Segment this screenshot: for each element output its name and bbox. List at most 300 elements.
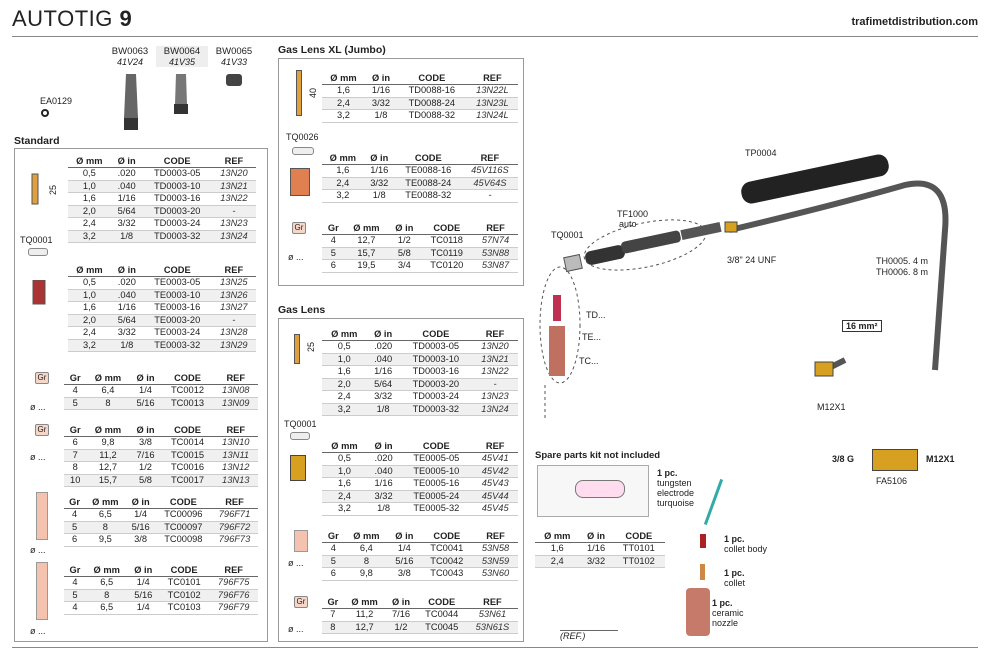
table-cell: TC00096 [156,509,211,522]
gas-lens-xl-icon [290,168,310,196]
fa5106-label: FA5106 [876,476,908,486]
table-cell: 53N88 [473,247,518,260]
oslash-label: ø ... [30,545,46,555]
table-cell: 9,5 [85,534,125,547]
table-row [322,378,518,391]
table-cell: TD0003-20 [400,378,472,391]
kit-collet-body-label: 1 pc. collet body [724,534,768,554]
table-row [535,555,665,568]
table-cell: 5/16 [129,397,161,410]
table-cell: 1,6 [322,478,367,491]
table-cell: 2,4 [322,97,365,110]
table-row [535,543,665,556]
o-ring-icon [41,109,49,117]
table-cell: 6,5 [85,509,125,522]
table-cell: TD0003-05 [143,168,212,181]
table-row [322,85,518,98]
table-row [322,97,518,110]
table-cell: 13N09 [214,397,258,410]
table-cell: 9,8 [86,437,129,450]
table-cell: 13N21 [472,353,518,366]
table-row [64,534,258,547]
table-cell: TE0088-24 [395,177,462,190]
table-cell: TD0003-05 [400,341,472,354]
table-cell: 4 [64,602,86,615]
table-row [64,589,258,602]
table-cell: 0,5 [68,277,111,290]
oslash-label: ø ... [30,452,46,462]
table-cell: TC0042 [421,555,474,568]
collet-xl-icon [296,70,302,116]
table-cell: 5/8 [129,474,161,487]
table-cell: 13N24L [467,110,518,123]
table-cell: 1/8 [365,110,397,123]
insulator-icon [28,248,48,256]
spare-kit-note: Spare parts kit not included [535,450,661,461]
table-cell: TC0118 [421,235,474,248]
table-cell: 7 [322,609,344,622]
table-cell: 53N61 [467,609,518,622]
table-cell: 3/8 [129,437,161,450]
table-cell: 2,4 [68,327,111,340]
table-row [64,509,258,522]
table-cell: 53N61S [467,621,518,634]
table-cell: 1,0 [68,180,111,193]
table-cell: 12,7 [86,462,129,475]
table-cell: 13N20 [212,168,256,181]
table-cell: 13N23 [472,391,518,404]
table-cell: TD0003-16 [143,193,212,206]
table-cell: 13N08 [214,385,258,398]
table-cell: .040 [367,465,400,478]
table-cell: - [472,378,518,391]
table-row [64,474,258,487]
table-cell: 5/16 [128,589,159,602]
table-cell: TE0003-20 [143,314,212,327]
table-row [322,190,518,203]
table-cell: 3/8 [126,534,156,547]
insulator-xl-icon [292,147,314,155]
table-cell: 12,7 [345,235,389,248]
bw-col-3: BW0065 41V33 [215,46,253,67]
table-cell: 4 [322,235,345,248]
table-cell: .040 [111,180,143,193]
table-cell: TC00097 [156,521,211,534]
table-cell: 1,0 [68,289,111,302]
std-tc4-table: Gr Ø mm Ø in CODE REF 4 6,5 1/4 TC0101 796F75 5 8 5/16 TC0102 796F76 4 6,5 1/4 TC0103 796F79 [64,564,258,615]
table-cell: 3,2 [68,230,111,243]
nozzle-long-icon [36,562,48,620]
section-gas-lens-xl: Gas Lens XL (Jumbo) [278,44,386,56]
table-row [322,478,518,491]
table-cell: 5 [64,521,85,534]
table-cell: TC0015 [162,449,214,462]
bottom-divider [12,647,978,648]
table-cell: 8 [345,555,388,568]
table-cell: 6,4 [345,543,388,556]
table-cell: TE0005-16 [400,478,472,491]
table-cell: 7 [64,449,86,462]
table-cell: - [212,205,256,218]
table-cell: 3/32 [111,327,143,340]
table-cell: 53N60 [473,568,518,581]
table-cell: 1/2 [388,235,420,248]
table-cell: TD0003-32 [400,403,472,416]
xl-tc-table: Gr Ø mm Ø in CODE REF 4 12,7 1/2 TC0118 57N74 5 15,7 5/8 TC0119 53N88 6 19,5 3/4 TC0120 53N87 [322,222,518,273]
table-cell: 13N13 [214,474,258,487]
table-row [322,568,518,581]
table-cell: 3,2 [322,110,365,123]
table-cell: 53N58 [473,543,518,556]
table-cell: 6,4 [86,385,129,398]
table-cell: 13N29 [212,339,256,352]
table-row [68,205,256,218]
bw-col-2: BW0064 41V35 [156,46,208,67]
unf-label: 3/8" 24 UNF [727,255,777,265]
table-cell: TD0003-20 [143,205,212,218]
table-row [64,462,258,475]
table-row [322,555,518,568]
table-cell: 2,0 [68,314,111,327]
dim-25: 25 [306,341,317,353]
table-row [68,230,256,243]
xl-te-table: Ø mm Ø in CODE REF 1,6 1/16 TE0088-16 45V116S 2,4 3/32 TE0088-24 45V64S 3,2 1/8 TE0088-32 - [322,152,518,203]
table-row [68,289,256,302]
th0006-label: TH0006. 8 m [876,267,929,277]
fa5106-fitting [872,449,918,471]
table-cell: 3/32 [367,391,400,404]
table-cell: 4 [64,577,86,590]
table-cell: TE0003-10 [143,289,212,302]
table-cell: 1/4 [126,509,156,522]
table-cell: TD0088-24 [397,97,467,110]
table-cell: 1,6 [322,85,365,98]
table-row [64,602,258,615]
table-cell: 1/8 [367,503,400,516]
table-cell: TD0003-24 [143,218,212,231]
table-cell: TT0102 [613,555,665,568]
table-row [322,609,518,622]
table-row [68,327,256,340]
table-cell: TC00098 [156,534,211,547]
table-cell: 1/16 [111,302,143,315]
table-cell: 0,5 [322,341,367,354]
table-cell: TE0005-05 [400,453,472,466]
table-cell: .040 [367,353,400,366]
table-cell: 5/64 [111,314,143,327]
table-cell: 2,0 [322,378,367,391]
table-cell: TC0101 [159,577,210,590]
dim-40: 40 [308,87,319,99]
table-cell: 1/8 [111,339,143,352]
table-row [68,168,256,181]
table-cell: 5 [64,397,86,410]
table-cell: TD0003-16 [400,366,472,379]
table-row [322,260,518,273]
top-divider [12,36,978,37]
site-url[interactable]: trafimetdistribution.com [851,16,978,28]
table-cell: 13N20 [472,341,518,354]
table-row [322,391,518,404]
tf1000-label: TF1000 [617,209,649,219]
xl-td-table: Ø mm Ø in CODE REF 1,6 1/16 TD0088-16 13N22L 2,4 3/32 TD0088-24 13N23L 3,2 1/8 TD0088-32 13N24L [322,72,518,123]
table-row [68,314,256,327]
insulator-gl-icon [290,432,310,440]
table-cell: 3,2 [322,403,367,416]
table-cell: 6,5 [86,602,128,615]
cable-size-label: 16 mm² [842,320,882,332]
ref-footnote: (REF.) [560,630,618,641]
table-cell: 57N74 [473,235,518,248]
table-cell: 4 [322,543,345,556]
table-row [322,543,518,556]
tq0001-torch-label: TQ0001 [551,230,584,240]
table-cell: 1/4 [388,543,420,556]
gl-te-table: Ø mm Ø in CODE REF 0,5 .020 TE0005-05 45V41 1,0 .040 TE0005-10 45V42 1,6 1/16 TE0005-16 45V43 2,4 3/32 TE0005-24 45V44 3,2 1/8 TE0005-32 45V45 [322,440,518,516]
table-cell: 1/8 [111,230,143,243]
table-cell: 8 [86,397,129,410]
table-cell: 5/16 [126,521,156,534]
table-cell: 13N23L [467,97,518,110]
table-cell: TC0016 [162,462,214,475]
te-label: TE... [582,332,602,342]
table-cell: TC0014 [162,437,214,450]
page-title: AUTOTIG 9 [12,6,133,31]
table-cell: 4 [64,509,85,522]
table-cell: 53N87 [473,260,518,273]
table-cell: 796F76 [209,589,258,602]
table-cell: 5 [322,555,345,568]
table-cell: 5 [64,589,86,602]
m12b-label: M12X1 [926,454,955,464]
table-cell: 13N21 [212,180,256,193]
table-cell: 6,5 [86,577,128,590]
nozzle-icon [36,492,48,540]
table-cell: 1,6 [535,543,580,556]
table-row [64,577,258,590]
table-cell: 45V116S [462,165,518,178]
table-row [64,397,258,410]
tp0004-label: TP0004 [745,148,777,158]
collet-icon [28,172,66,212]
table-cell: TE0005-10 [400,465,472,478]
table-cell: 1/16 [364,165,395,178]
std-tc2-table: Gr Ø mm Ø in CODE REF 6 9,8 3/8 TC0014 13N10 7 11,2 7/16 TC0015 13N11 8 12,7 1/2 TC0016 13N12 10 15,7 5/8 TC0017 13N13 [64,424,258,487]
table-cell: 45V64S [462,177,518,190]
table-row [322,366,518,379]
table-cell: .020 [111,277,143,290]
table-cell: 1/16 [365,85,397,98]
ea-label: EA0129 [40,96,73,106]
table-cell: 10 [64,474,86,487]
table-row [68,180,256,193]
table-cell: 11,2 [86,449,129,462]
gl-td-table: Ø mm Ø in CODE REF 0,5 .020 TD0003-05 13N20 1,0 .040 TD0003-10 13N21 1,6 1/16 TD0003-16 13N22 2,0 5/64 TD0003-20 - 2,4 3/32 TD0003-24 13N23 3,2 1/8 TD0003-32 13N24 [322,328,518,416]
table-row [68,218,256,231]
table-cell: TC0041 [421,543,474,556]
table-cell: TT0101 [613,543,665,556]
back-caps-drawing [100,70,270,136]
table-cell: 12,7 [344,621,386,634]
gas-lens-icon [290,455,306,481]
table-cell: 0,5 [68,168,111,181]
table-row [68,277,256,290]
table-row [322,453,518,466]
table-row [64,521,258,534]
table-cell: 6 [64,437,86,450]
table-cell: TC0013 [162,397,214,410]
table-cell: TC0017 [162,474,214,487]
table-cell: TC0044 [417,609,467,622]
table-cell: 6 [64,534,85,547]
table-cell: 7/16 [385,609,416,622]
table-cell: 13N28 [212,327,256,340]
std-tc3-table: Gr Ø mm Ø in CODE REF 4 6,5 1/4 TC00096 796F71 5 8 5/16 TC00097 796F72 6 9,5 3/8 TC00098 796F73 [64,496,258,547]
table-cell: - [462,190,518,203]
m12-label: M12X1 [817,402,846,412]
table-cell: 8 [86,589,128,602]
table-cell: TD0003-32 [143,230,212,243]
table-row [322,353,518,366]
table-cell: 1,0 [322,353,367,366]
table-cell: 2,4 [68,218,111,231]
collet-body-kit-icon [700,534,706,548]
oslash-label: ø ... [288,624,304,634]
table-cell: 5/8 [388,247,420,260]
table-row [322,247,518,260]
table-cell: .020 [111,168,143,181]
table-cell: 1,6 [322,165,364,178]
table-cell: 5/16 [388,555,420,568]
table-row [68,302,256,315]
table-cell: 45V43 [472,478,518,491]
gr-badge: Gr [35,424,49,436]
table-cell: 13N25 [212,277,256,290]
table-cell: .020 [367,453,400,466]
table-cell: 1/16 [367,478,400,491]
table-cell: .040 [111,289,143,302]
dim-25: 25 [48,184,59,196]
section-standard: Standard [14,135,60,147]
kit-electrode-label: 1 pc. tungsten electrode turquoise [657,468,695,508]
table-cell: 3,2 [322,503,367,516]
tq0026-label: TQ0026 [286,132,319,142]
table-cell: 3/32 [365,97,397,110]
tt-table: Ø mm Ø in CODE 1,6 1/16 TT0101 2,4 3/32 TT0102 [535,530,665,568]
table-row [64,437,258,450]
table-row [322,621,518,634]
table-cell: 15,7 [86,474,129,487]
gl-nozzle-icon [294,530,308,552]
table-cell: 19,5 [345,260,389,273]
table-cell: 15,7 [345,247,389,260]
table-cell: 4 [64,385,86,398]
std-td-table: Ø mm Ø in CODE REF 0,5 .020 TD0003-05 13N20 1,0 .040 TD0003-10 13N21 1,6 1/16 TD0003-16 13N22 2,0 5/64 TD0003-20 - 2,4 3/32 TD0003-24 13N23 3,2 1/8 TD0003-32 13N24 [68,155,256,243]
table-cell: - [212,314,256,327]
table-cell: 45V41 [472,453,518,466]
table-cell: TE0005-24 [400,490,472,503]
table-cell: 2,0 [68,205,111,218]
table-row [322,403,518,416]
table-cell: 1/8 [367,403,400,416]
table-cell: 2,4 [322,177,364,190]
table-cell: 3/8 [388,568,420,581]
table-cell: 13N26 [212,289,256,302]
m12-fitting [815,362,833,376]
section-gas-lens: Gas Lens [278,304,326,316]
table-cell: 6 [322,260,345,273]
table-row [68,193,256,206]
tc-label: TC... [579,356,599,366]
table-cell: 3,2 [68,339,111,352]
table-cell: 2,4 [322,490,367,503]
oslash-label: ø ... [30,402,46,412]
table-row [322,490,518,503]
g38-label: 3/8 G [832,454,855,464]
table-cell: TE0005-32 [400,503,472,516]
table-cell: 1,6 [68,193,111,206]
gl-tc2-table: Gr Ø mm Ø in CODE REF 7 11,2 7/16 TC0044 53N61 8 12,7 1/2 TC0045 53N61S [322,596,518,634]
table-cell: 2,4 [322,391,367,404]
table-cell: 1/2 [129,462,161,475]
table-row [322,341,518,354]
gr-badge: Gr [294,596,308,608]
table-cell: 1/16 [580,543,613,556]
table-cell: 1/4 [128,602,159,615]
bw-col-1: BW0063 41V24 [111,46,149,67]
table-cell: 7/16 [129,449,161,462]
kit-collet-label: 1 pc. collet [724,568,746,588]
table-cell: 5 [322,247,345,260]
table-cell: 13N27 [212,302,256,315]
table-cell: 796F73 [211,534,258,547]
table-cell: TC0120 [421,260,474,273]
gl-tc1-table: Gr Ø mm Ø in CODE REF 4 6,4 1/4 TC0041 53N58 5 8 5/16 TC0042 53N59 6 9,8 3/8 TC0043 53N60 [322,530,518,581]
table-cell: 8 [64,462,86,475]
table-cell: TD0088-16 [397,85,467,98]
tq0001-label: TQ0001 [20,235,53,245]
table-cell: 1/4 [128,577,159,590]
table-cell: 45V42 [472,465,518,478]
table-cell: TD0003-10 [400,353,472,366]
table-row [322,465,518,478]
table-cell: 13N22 [472,366,518,379]
gr-badge: Gr [35,372,49,384]
table-cell: 796F75 [209,577,258,590]
table-cell: 1/2 [385,621,416,634]
table-cell: TE0088-32 [395,190,462,203]
table-cell: 1/16 [111,193,143,206]
table-cell: 1/8 [364,190,395,203]
table-cell: 1,0 [322,465,367,478]
table-cell: 796F71 [211,509,258,522]
collet-body-icon [30,280,50,310]
table-cell: 1,6 [68,302,111,315]
table-cell: 3,2 [322,190,364,203]
table-cell: TE0003-16 [143,302,212,315]
gr-badge: Gr [292,222,306,234]
oslash-label: ø ... [30,626,46,636]
table-cell: TC0045 [417,621,467,634]
kit-tube-icon [575,480,625,498]
table-row [322,165,518,178]
tf-auto-label: auto [619,219,637,229]
table-cell: .020 [367,341,400,354]
table-row [322,110,518,123]
table-cell: 1,6 [322,366,367,379]
table-cell: 13N10 [214,437,258,450]
table-cell: 11,2 [344,609,386,622]
